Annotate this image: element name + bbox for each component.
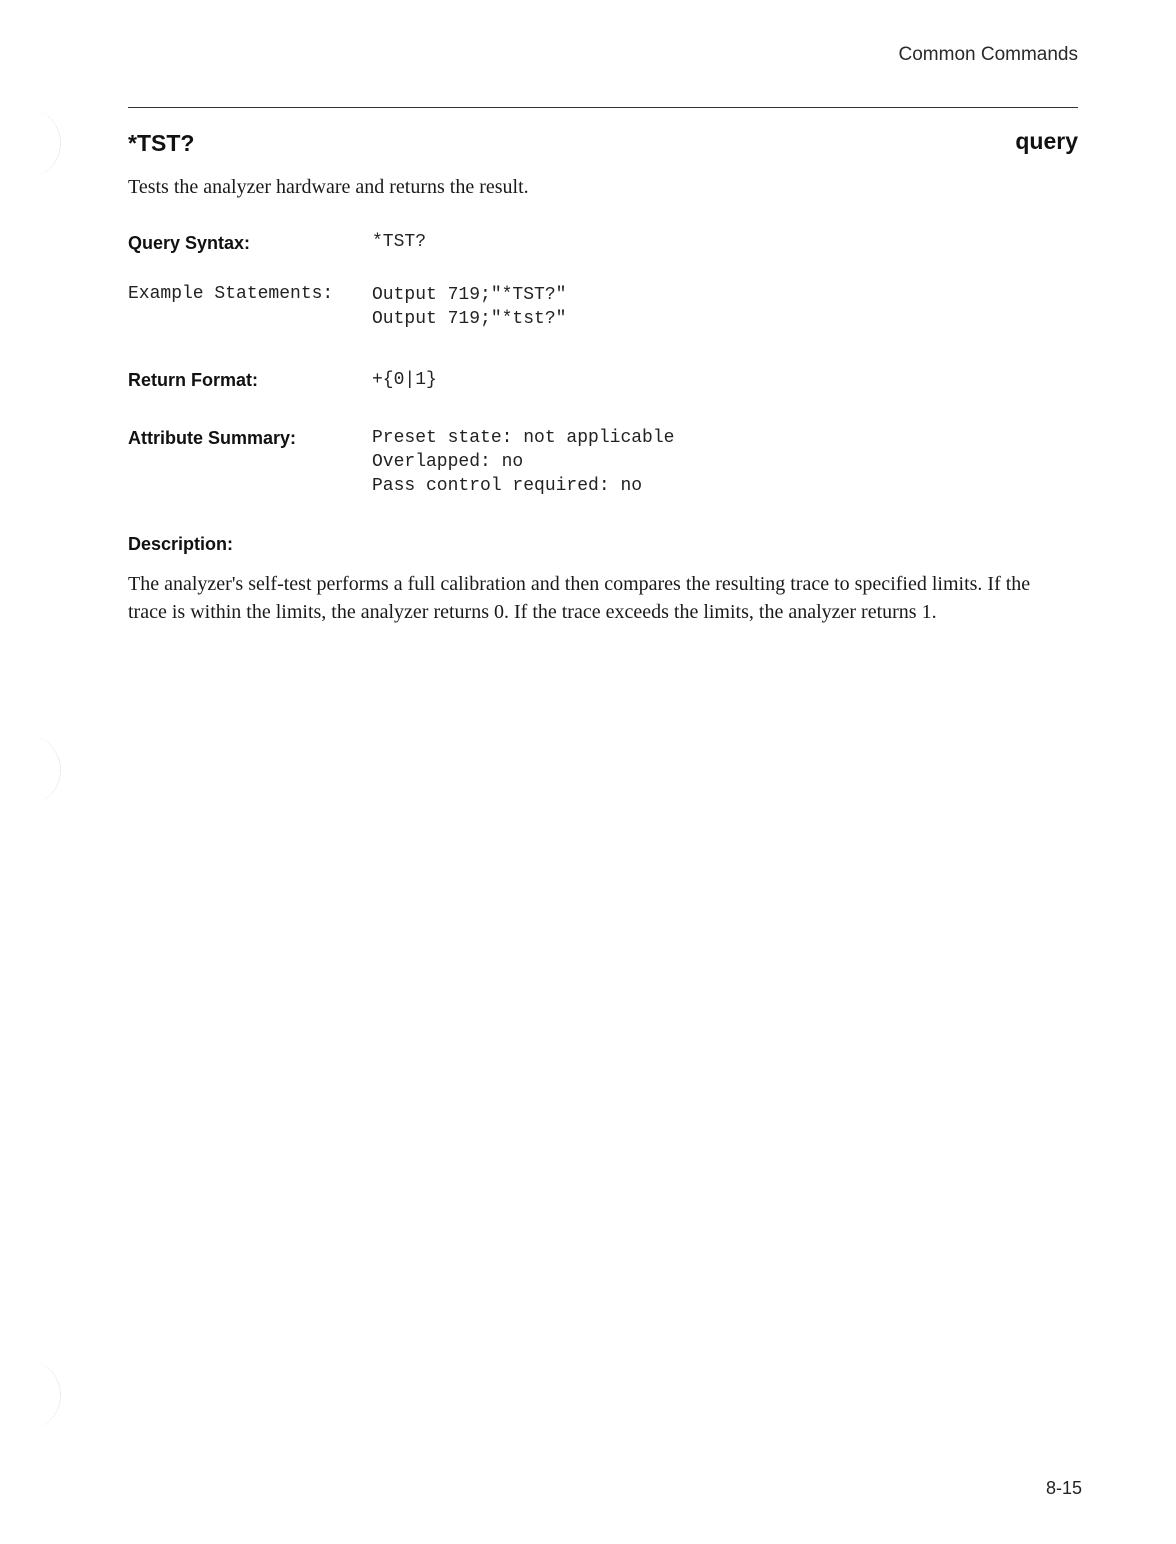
attribute-line: Overlapped: no <box>372 452 524 472</box>
attribute-line: Pass control required: no <box>372 476 643 496</box>
query-syntax-text: *TST? <box>372 232 427 252</box>
binder-hole-mark <box>14 735 61 805</box>
example-statement-line: Output 719;"*tst?" <box>372 309 567 329</box>
binder-hole-mark <box>14 108 61 178</box>
attribute-line: Preset state: not applicable <box>372 428 675 448</box>
description-label: Description: <box>128 534 234 554</box>
query-syntax-label: Query Syntax: <box>128 233 251 253</box>
example-statement-line: Output 719;"*TST?" <box>372 285 567 305</box>
description-text: The analyzer's self-test performs a full calibration and then compares the resulting trace to specified limits. If the trace is within the limits, the analyzer returns 0. If the trace exceeds the limits, the analyzer returns 1. <box>128 573 1031 623</box>
attribute-summary-value <box>372 426 674 498</box>
example-statements-label: Example Statements: <box>128 284 334 304</box>
return-format-label: Return Format: <box>128 370 258 390</box>
binder-hole-mark <box>14 1360 61 1430</box>
command-type: query <box>1015 128 1078 154</box>
command-summary: Tests the analyzer hardware and returns the result. <box>128 176 529 198</box>
return-format-text: +{0|1} <box>372 370 437 390</box>
command-title: *TST? <box>128 130 195 156</box>
return-format-value <box>372 368 437 392</box>
header-divider <box>128 107 1078 108</box>
running-header: Common Commands <box>898 44 1078 65</box>
example-statements-value <box>372 283 566 331</box>
attribute-summary-label: Attribute Summary: <box>128 428 297 448</box>
page-number: 8-15 <box>1045 1478 1082 1498</box>
query-syntax-value <box>372 230 426 254</box>
